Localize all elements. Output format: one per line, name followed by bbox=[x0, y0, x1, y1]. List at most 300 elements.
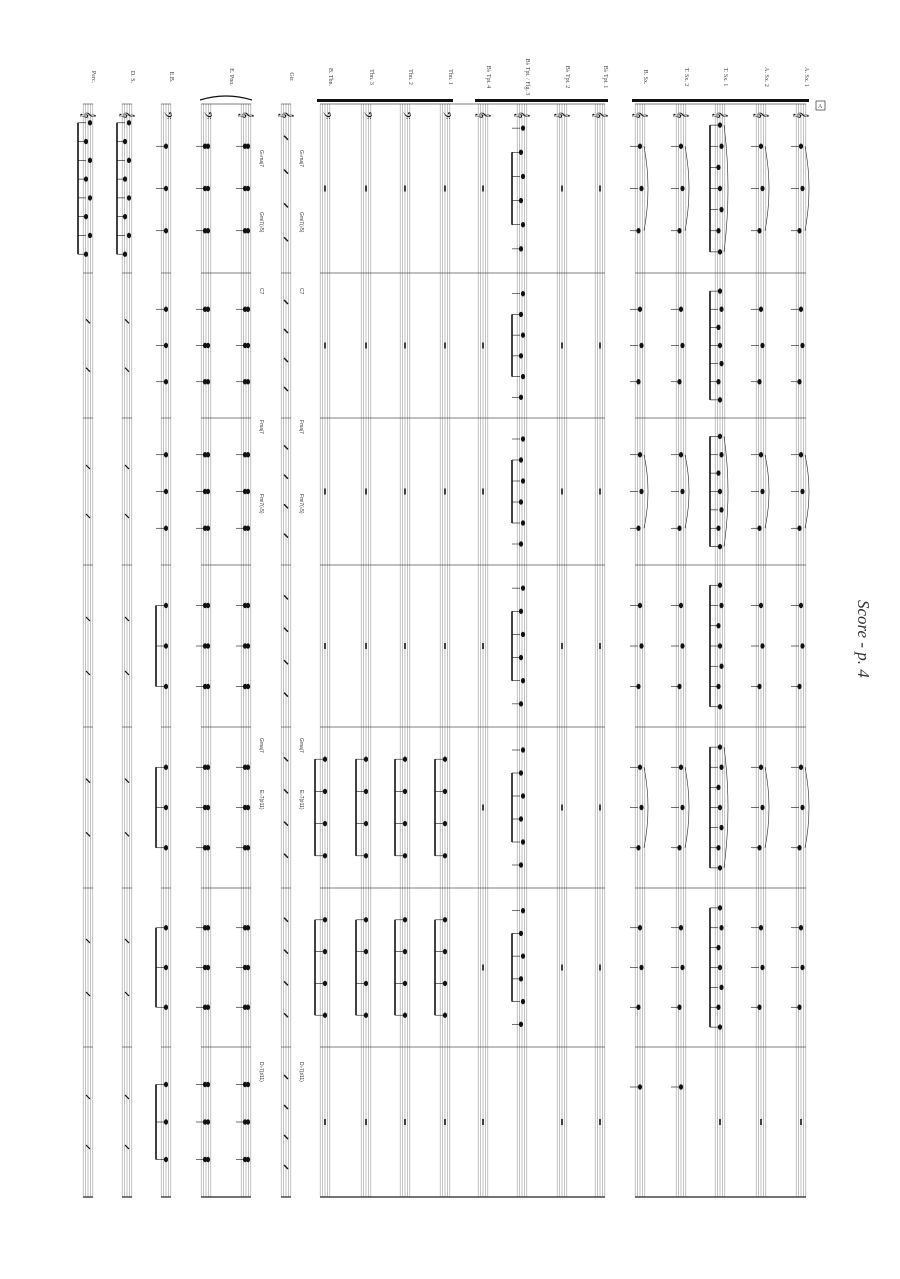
note-head bbox=[246, 845, 250, 850]
rest-mark bbox=[444, 489, 446, 495]
instrument-label: A. Sx. 2 bbox=[763, 67, 769, 87]
staff bbox=[712, 104, 727, 1197]
rest-mark bbox=[444, 186, 446, 192]
note-head bbox=[443, 757, 447, 762]
note-head bbox=[718, 745, 722, 750]
note-head bbox=[799, 603, 803, 608]
note-head bbox=[364, 981, 368, 986]
note-head bbox=[521, 374, 525, 379]
note-head bbox=[521, 748, 525, 753]
rest-mark bbox=[561, 343, 563, 349]
note-head bbox=[164, 1157, 168, 1162]
note-head bbox=[246, 379, 250, 384]
note-head bbox=[521, 174, 525, 179]
rest-mark bbox=[561, 489, 563, 495]
note-head bbox=[323, 789, 327, 794]
note-head bbox=[640, 644, 644, 649]
note-head bbox=[720, 985, 724, 990]
clef-icon: 𝄢 bbox=[158, 111, 173, 120]
rest-mark bbox=[599, 805, 601, 811]
staff bbox=[80, 104, 95, 1197]
note-head bbox=[799, 765, 803, 770]
note-head bbox=[521, 291, 525, 296]
note-head bbox=[246, 1005, 250, 1010]
note-head bbox=[164, 343, 168, 348]
note-head bbox=[164, 526, 168, 531]
staff bbox=[158, 104, 173, 1197]
note-head bbox=[164, 489, 168, 494]
note-head bbox=[799, 144, 803, 149]
rest-mark bbox=[324, 489, 326, 495]
note-head bbox=[364, 1013, 368, 1018]
chord-symbol: E♭7(♯11) bbox=[298, 790, 304, 810]
staff bbox=[119, 104, 134, 1197]
note-head bbox=[403, 853, 407, 858]
note-head bbox=[681, 343, 685, 348]
clef-icon: 𝄞 bbox=[514, 111, 529, 119]
note-head bbox=[718, 489, 722, 494]
clef-icon: 𝄞 bbox=[632, 111, 647, 119]
note-head bbox=[638, 925, 642, 930]
note-head bbox=[403, 1013, 407, 1018]
note-head bbox=[638, 603, 642, 608]
note-head bbox=[521, 794, 525, 799]
note-head bbox=[679, 765, 683, 770]
note-head bbox=[246, 765, 250, 770]
note-head bbox=[681, 805, 685, 810]
note-head bbox=[206, 805, 210, 810]
chord-symbol: G♭maj7 bbox=[258, 150, 264, 168]
note-head bbox=[206, 343, 210, 348]
rest-mark bbox=[482, 805, 484, 811]
note-head bbox=[640, 343, 644, 348]
staff bbox=[514, 104, 529, 1197]
clef-icon: 𝄞 bbox=[554, 111, 569, 119]
staff bbox=[673, 104, 688, 1197]
note-head bbox=[323, 1013, 327, 1018]
note-head bbox=[127, 195, 131, 200]
note-head bbox=[718, 249, 722, 254]
note-head bbox=[638, 1085, 642, 1090]
note-head bbox=[640, 186, 644, 191]
rest-mark bbox=[599, 965, 601, 971]
note-head bbox=[801, 343, 805, 348]
note-head bbox=[323, 917, 327, 922]
note-head bbox=[206, 1157, 210, 1162]
staff bbox=[358, 104, 373, 1197]
note-head bbox=[206, 1120, 210, 1125]
rest-mark bbox=[324, 343, 326, 349]
note-head bbox=[640, 805, 644, 810]
note-head bbox=[323, 949, 327, 954]
instrument-label: A. Sx. 1 bbox=[803, 67, 809, 87]
note-head bbox=[206, 925, 210, 930]
note-head bbox=[761, 489, 765, 494]
note-head bbox=[718, 583, 722, 588]
note-head bbox=[164, 684, 168, 689]
staff bbox=[238, 104, 253, 1197]
note-head bbox=[246, 925, 250, 930]
staff bbox=[554, 104, 569, 1197]
note-head bbox=[164, 144, 168, 149]
section-bracket bbox=[632, 99, 809, 102]
note-head bbox=[718, 644, 722, 649]
note-head bbox=[521, 333, 525, 338]
instrument-label: B. Tbn. bbox=[327, 67, 333, 87]
rest-mark bbox=[800, 1119, 802, 1125]
clef-icon: 𝄢 bbox=[437, 111, 452, 120]
note-head bbox=[364, 821, 368, 826]
note-head bbox=[246, 965, 250, 970]
staff bbox=[793, 104, 808, 1197]
rest-mark bbox=[561, 1119, 563, 1125]
note-head bbox=[164, 228, 168, 233]
note-head bbox=[88, 158, 92, 163]
rest-mark bbox=[482, 965, 484, 971]
note-head bbox=[681, 186, 685, 191]
note-head bbox=[127, 158, 131, 163]
clef-icon: 𝄢 bbox=[397, 111, 412, 120]
clef-icon: 𝄞 bbox=[238, 111, 253, 119]
rest-mark bbox=[760, 1119, 762, 1125]
note-head bbox=[246, 144, 250, 149]
instrument-label: B. Sx. bbox=[642, 69, 648, 85]
note-head bbox=[443, 981, 447, 986]
staff bbox=[397, 104, 412, 1197]
note-head bbox=[761, 186, 765, 191]
note-head bbox=[164, 603, 168, 608]
note-head bbox=[364, 853, 368, 858]
note-head bbox=[638, 307, 642, 312]
clef-icon: 𝄢 bbox=[317, 111, 332, 120]
note-head bbox=[443, 853, 447, 858]
note-head bbox=[679, 1085, 683, 1090]
staff bbox=[753, 104, 768, 1197]
note-head bbox=[246, 343, 250, 348]
rest-mark bbox=[365, 343, 367, 349]
chord-symbol: C7 bbox=[258, 288, 264, 295]
rest-mark bbox=[365, 186, 367, 192]
note-head bbox=[720, 664, 724, 669]
note-head bbox=[718, 343, 722, 348]
note-head bbox=[164, 765, 168, 770]
note-head bbox=[246, 452, 250, 457]
rest-mark bbox=[404, 489, 406, 495]
note-head bbox=[720, 307, 724, 312]
piano-brace bbox=[200, 96, 252, 100]
rest-mark bbox=[599, 643, 601, 649]
rest-mark bbox=[599, 343, 601, 349]
section-bracket bbox=[475, 99, 608, 102]
note-head bbox=[443, 789, 447, 794]
note-head bbox=[206, 765, 210, 770]
note-head bbox=[718, 186, 722, 191]
note-head bbox=[640, 965, 644, 970]
note-head bbox=[206, 489, 210, 494]
note-head bbox=[164, 186, 168, 191]
clef-icon: 𝄞 bbox=[278, 111, 293, 119]
note-head bbox=[521, 437, 525, 442]
note-head bbox=[206, 452, 210, 457]
instrument-label: Tbn. 1 bbox=[447, 69, 453, 85]
rest-mark bbox=[404, 186, 406, 192]
note-head bbox=[164, 307, 168, 312]
chord-symbol: E♭7(♯11) bbox=[258, 790, 264, 810]
clef-icon: 𝄞 bbox=[119, 111, 134, 119]
chord-symbol: D♭7(♯11) bbox=[298, 1062, 304, 1082]
note-head bbox=[206, 1082, 210, 1087]
chord-symbol: Fmaj7 bbox=[258, 420, 264, 434]
note-head bbox=[681, 489, 685, 494]
note-head bbox=[718, 965, 722, 970]
rehearsal-mark bbox=[816, 101, 825, 110]
instrument-label: Gtr. bbox=[288, 72, 294, 82]
rest-mark bbox=[324, 1119, 326, 1125]
note-head bbox=[246, 228, 250, 233]
note-head bbox=[720, 507, 724, 512]
clef-icon: 𝄞 bbox=[80, 111, 95, 119]
note-head bbox=[164, 805, 168, 810]
rest-mark bbox=[561, 805, 563, 811]
note-head bbox=[761, 965, 765, 970]
note-head bbox=[164, 644, 168, 649]
note-head bbox=[801, 489, 805, 494]
staff bbox=[592, 104, 607, 1197]
note-head bbox=[206, 644, 210, 649]
staff bbox=[317, 104, 332, 1197]
note-head bbox=[718, 289, 722, 294]
section-bracket bbox=[317, 99, 453, 102]
note-head bbox=[640, 489, 644, 494]
note-head bbox=[718, 397, 722, 402]
rest-mark bbox=[444, 343, 446, 349]
staff bbox=[475, 104, 490, 1197]
chord-symbol: Fmaj7 bbox=[298, 420, 304, 434]
note-head bbox=[403, 757, 407, 762]
note-head bbox=[164, 1120, 168, 1125]
rest-mark bbox=[561, 186, 563, 192]
staff bbox=[632, 104, 647, 1197]
note-head bbox=[246, 603, 250, 608]
note-head bbox=[720, 144, 724, 149]
note-head bbox=[403, 981, 407, 986]
note-head bbox=[718, 704, 722, 709]
note-head bbox=[246, 307, 250, 312]
note-head bbox=[246, 1157, 250, 1162]
note-head bbox=[403, 821, 407, 826]
note-head bbox=[521, 479, 525, 484]
instrument-label: E.B. bbox=[168, 71, 174, 83]
note-head bbox=[759, 603, 763, 608]
note-head bbox=[718, 905, 722, 910]
note-head bbox=[761, 644, 765, 649]
note-head bbox=[718, 544, 722, 549]
instrument-label: D. S. bbox=[129, 70, 135, 84]
note-head bbox=[443, 949, 447, 954]
note-head bbox=[323, 821, 327, 826]
instrument-label: T. Sx. 2 bbox=[683, 67, 689, 87]
note-head bbox=[521, 840, 525, 845]
note-head bbox=[88, 233, 92, 238]
rest-mark bbox=[404, 643, 406, 649]
note-head bbox=[206, 144, 210, 149]
note-head bbox=[364, 949, 368, 954]
note-head bbox=[679, 452, 683, 457]
chord-symbol: Gmi7(♭5) bbox=[258, 212, 264, 233]
note-head bbox=[206, 1005, 210, 1010]
note-head bbox=[206, 379, 210, 384]
note-head bbox=[761, 343, 765, 348]
clef-icon: 𝄞 bbox=[793, 111, 808, 119]
chord-symbol: Gmaj7 bbox=[258, 738, 264, 753]
note-head bbox=[521, 586, 525, 591]
note-head bbox=[679, 144, 683, 149]
note-head bbox=[799, 452, 803, 457]
note-head bbox=[164, 965, 168, 970]
note-head bbox=[718, 123, 722, 128]
rest-mark bbox=[404, 343, 406, 349]
clef-icon: 𝄞 bbox=[592, 111, 607, 119]
note-head bbox=[679, 603, 683, 608]
note-head bbox=[521, 999, 525, 1004]
note-head bbox=[521, 908, 525, 913]
instrument-label: Tbn. 2 bbox=[407, 69, 413, 85]
rest-mark bbox=[561, 965, 563, 971]
note-head bbox=[246, 805, 250, 810]
staff bbox=[437, 104, 452, 1197]
instrument-label: B♭ Tpt. / Flg. 3 bbox=[524, 58, 530, 96]
instrument-label: Tbn. 3 bbox=[368, 69, 374, 85]
note-head bbox=[720, 925, 724, 930]
note-head bbox=[403, 949, 407, 954]
note-head bbox=[206, 228, 210, 233]
note-head bbox=[364, 789, 368, 794]
rest-mark bbox=[365, 489, 367, 495]
note-head bbox=[521, 521, 525, 526]
note-head bbox=[323, 853, 327, 858]
note-head bbox=[206, 307, 210, 312]
rest-mark bbox=[599, 186, 601, 192]
note-head bbox=[364, 757, 368, 762]
note-head bbox=[720, 207, 724, 212]
note-head bbox=[638, 452, 642, 457]
chord-symbol: G♭maj7 bbox=[298, 150, 304, 168]
note-head bbox=[164, 925, 168, 930]
rest-mark bbox=[324, 643, 326, 649]
note-head bbox=[638, 765, 642, 770]
note-head bbox=[164, 845, 168, 850]
note-head bbox=[246, 684, 250, 689]
page-header bbox=[845, 600, 885, 720]
note-head bbox=[443, 917, 447, 922]
note-head bbox=[679, 925, 683, 930]
rest-mark bbox=[365, 1119, 367, 1125]
page-title: Score - p. 4 bbox=[854, 600, 873, 678]
note-head bbox=[801, 186, 805, 191]
chord-symbol: D♭7(♯11) bbox=[258, 1062, 264, 1082]
rest-mark bbox=[482, 1119, 484, 1125]
note-head bbox=[323, 757, 327, 762]
note-head bbox=[681, 965, 685, 970]
chord-symbol: C7 bbox=[298, 288, 304, 295]
note-head bbox=[718, 1025, 722, 1030]
clef-icon: 𝄞 bbox=[673, 111, 688, 119]
note-head bbox=[164, 1005, 168, 1010]
rest-mark bbox=[719, 1119, 721, 1125]
note-head bbox=[323, 981, 327, 986]
note-head bbox=[759, 765, 763, 770]
chord-symbol: Fmi7(♭5) bbox=[298, 494, 304, 514]
note-head bbox=[759, 925, 763, 930]
note-head bbox=[521, 632, 525, 637]
note-head bbox=[88, 195, 92, 200]
note-head bbox=[801, 644, 805, 649]
note-head bbox=[720, 825, 724, 830]
note-head bbox=[206, 603, 210, 608]
note-head bbox=[801, 965, 805, 970]
rest-mark bbox=[404, 1119, 406, 1125]
note-head bbox=[246, 644, 250, 649]
note-head bbox=[679, 307, 683, 312]
note-head bbox=[206, 526, 210, 531]
chord-symbol: Gmaj7 bbox=[298, 738, 304, 753]
rest-mark bbox=[561, 643, 563, 649]
clef-icon: 𝄞 bbox=[475, 111, 490, 119]
rest-mark bbox=[444, 643, 446, 649]
note-head bbox=[403, 789, 407, 794]
note-head bbox=[246, 186, 250, 191]
note-head bbox=[246, 526, 250, 531]
note-head bbox=[88, 120, 92, 125]
rest-mark bbox=[482, 343, 484, 349]
note-head bbox=[759, 452, 763, 457]
note-head bbox=[206, 845, 210, 850]
chord-symbol: Gmi7(♭5) bbox=[298, 212, 304, 233]
note-head bbox=[759, 144, 763, 149]
note-head bbox=[720, 765, 724, 770]
clef-icon: 𝄢 bbox=[358, 111, 373, 120]
note-head bbox=[799, 925, 803, 930]
note-head bbox=[521, 126, 525, 131]
note-head bbox=[246, 1120, 250, 1125]
note-head bbox=[799, 307, 803, 312]
rest-mark bbox=[444, 1119, 446, 1125]
clef-icon: 𝄢 bbox=[198, 111, 213, 120]
note-head bbox=[206, 186, 210, 191]
instrument-label: E. Pno. bbox=[228, 68, 234, 86]
note-head bbox=[164, 1082, 168, 1087]
instrument-label: Perc. bbox=[90, 70, 96, 84]
note-head bbox=[364, 917, 368, 922]
note-head bbox=[718, 865, 722, 870]
note-head bbox=[206, 684, 210, 689]
instrument-label: B♭ Tpt. 2 bbox=[564, 65, 570, 89]
rest-mark bbox=[599, 489, 601, 495]
staff bbox=[198, 104, 213, 1197]
note-head bbox=[127, 233, 131, 238]
note-head bbox=[720, 452, 724, 457]
clef-icon: 𝄞 bbox=[753, 111, 768, 119]
note-head bbox=[206, 965, 210, 970]
note-head bbox=[443, 1013, 447, 1018]
note-head bbox=[720, 603, 724, 608]
note-head bbox=[164, 452, 168, 457]
rest-mark bbox=[324, 186, 326, 192]
note-head bbox=[521, 954, 525, 959]
note-head bbox=[718, 434, 722, 439]
note-head bbox=[718, 805, 722, 810]
note-head bbox=[521, 678, 525, 683]
